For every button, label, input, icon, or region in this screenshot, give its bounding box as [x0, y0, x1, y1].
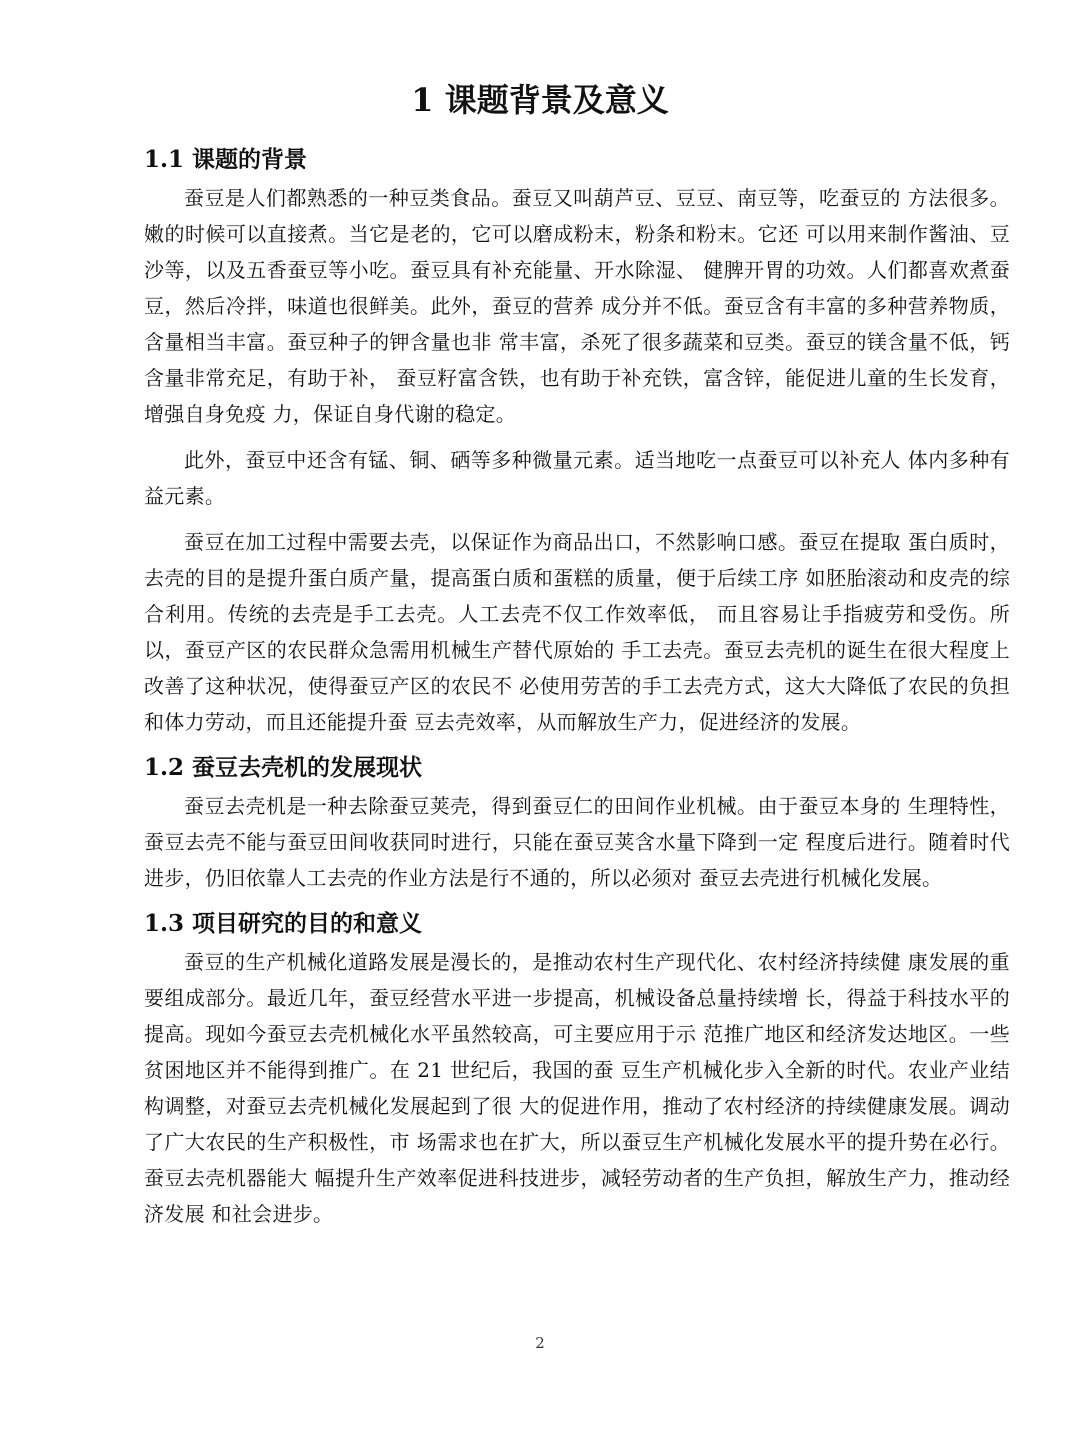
paragraph: 蚕豆去壳机是一种去除蚕豆荚壳，得到蚕豆仁的田间作业机械。由于蚕豆本身的 生理特性，蚕豆去壳不能与蚕豆田间收获同时进行，只能在蚕豆荚含水量下降到一定 程度后进行。随着时代进步，仍旧依靠人工去壳的作业方法是行不通的，所以必须对 蚕豆去壳进行机械化发展。 [144, 794, 1010, 890]
paragraph: 蚕豆是人们都熟悉的一种豆类食品。蚕豆又叫葫芦豆、豆豆、南豆等，吃蚕豆的 方法很多。嫩的时候可以直接煮。当它是老的，它可以磨成粉末，粉条和粉末。它还 可以用来制作酱油、豆沙等，以及五香蚕豆等小吃。蚕豆具有补充能量、开水除湿、 健脾开胃的功效。人们都喜欢煮蚕豆，然后冷拌，味道也很鲜美。此外，蚕豆的营养 成分并不低。蚕豆含有丰富的多种营养物质，含量相当丰富。蚕豆种子的钾含量也非 常丰富，杀死了很多蔬菜和豆类。蚕豆的镁含量不低，钙含量非常充足，有助于补， 蚕豆籽富含铁，也有助于补充铁，富含锌，能促进儿童的生长发育，增强自身免疫 力，保证自身代谢的稳定。 [144, 186, 1010, 426]
section-heading-1-3: 1.3 项目研究的目的和意义 [144, 910, 423, 937]
paragraph: 蚕豆的生产机械化道路发展是漫长的，是推动农村生产现代化、农村经济持续健 康发展的重要组成部分。最近几年，蚕豆经营水平进一步提高，机械设备总量持续增 长，得益于科技水平的提高。现如今蚕豆去壳机械化水平虽然较高，可主要应用于示 范推广地区和经济发达地区。一些贫困地区并不能得到推广。在 21 世纪后，我国的蚕 豆生产机械化步入全新的时代。农业产业结构调整，对蚕豆去壳机械化发展起到了很 大的促进作用，推动了农村经济的持续健康发展。调动了广大农民的生产积极性，市 场需求也在扩大，所以蚕豆生产机械化发展水平的提升势在必行。蚕豆去壳机器能大 幅提升生产效率促进科技进步，减轻劳动者的生产负担，解放生产力，推动经济发展 和社会进步。 [144, 950, 1010, 1226]
paragraph: 蚕豆在加工过程中需要去壳，以保证作为商品出口，不然影响口感。蚕豆在提取 蛋白质时，去壳的目的是提升蛋白质产量，提高蛋白质和蛋糕的质量，便于后续工序 如胚胎滚动和皮壳的综合利用。传统的去壳是手工去壳。人工去壳不仅工作效率低， 而且容易让手指疲劳和受伤。所以，蚕豆产区的农民群众急需用机械生产替代原始的 手工去壳。蚕豆去壳机的诞生在很大程度上改善了这种状况，使得蚕豆产区的农民不 必使用劳苦的手工去壳方式，这大大降低了农民的负担和体力劳动，而且还能提升蚕 豆去壳效率，从而解放生产力，促进经济的发展。 [144, 530, 1010, 734]
chapter-title: 1 课题背景及意义 [411, 81, 669, 119]
paragraph: 此外，蚕豆中还含有锰、铜、硒等多种微量元素。适当地吃一点蚕豆可以补充人 体内多种有益元素。 [144, 448, 1010, 508]
section-heading-1-1: 1.1 课题的背景 [144, 146, 308, 173]
page-number: 2 [535, 1334, 545, 1352]
section-heading-1-2: 1.2 蚕豆去壳机的发展现状 [144, 754, 423, 781]
